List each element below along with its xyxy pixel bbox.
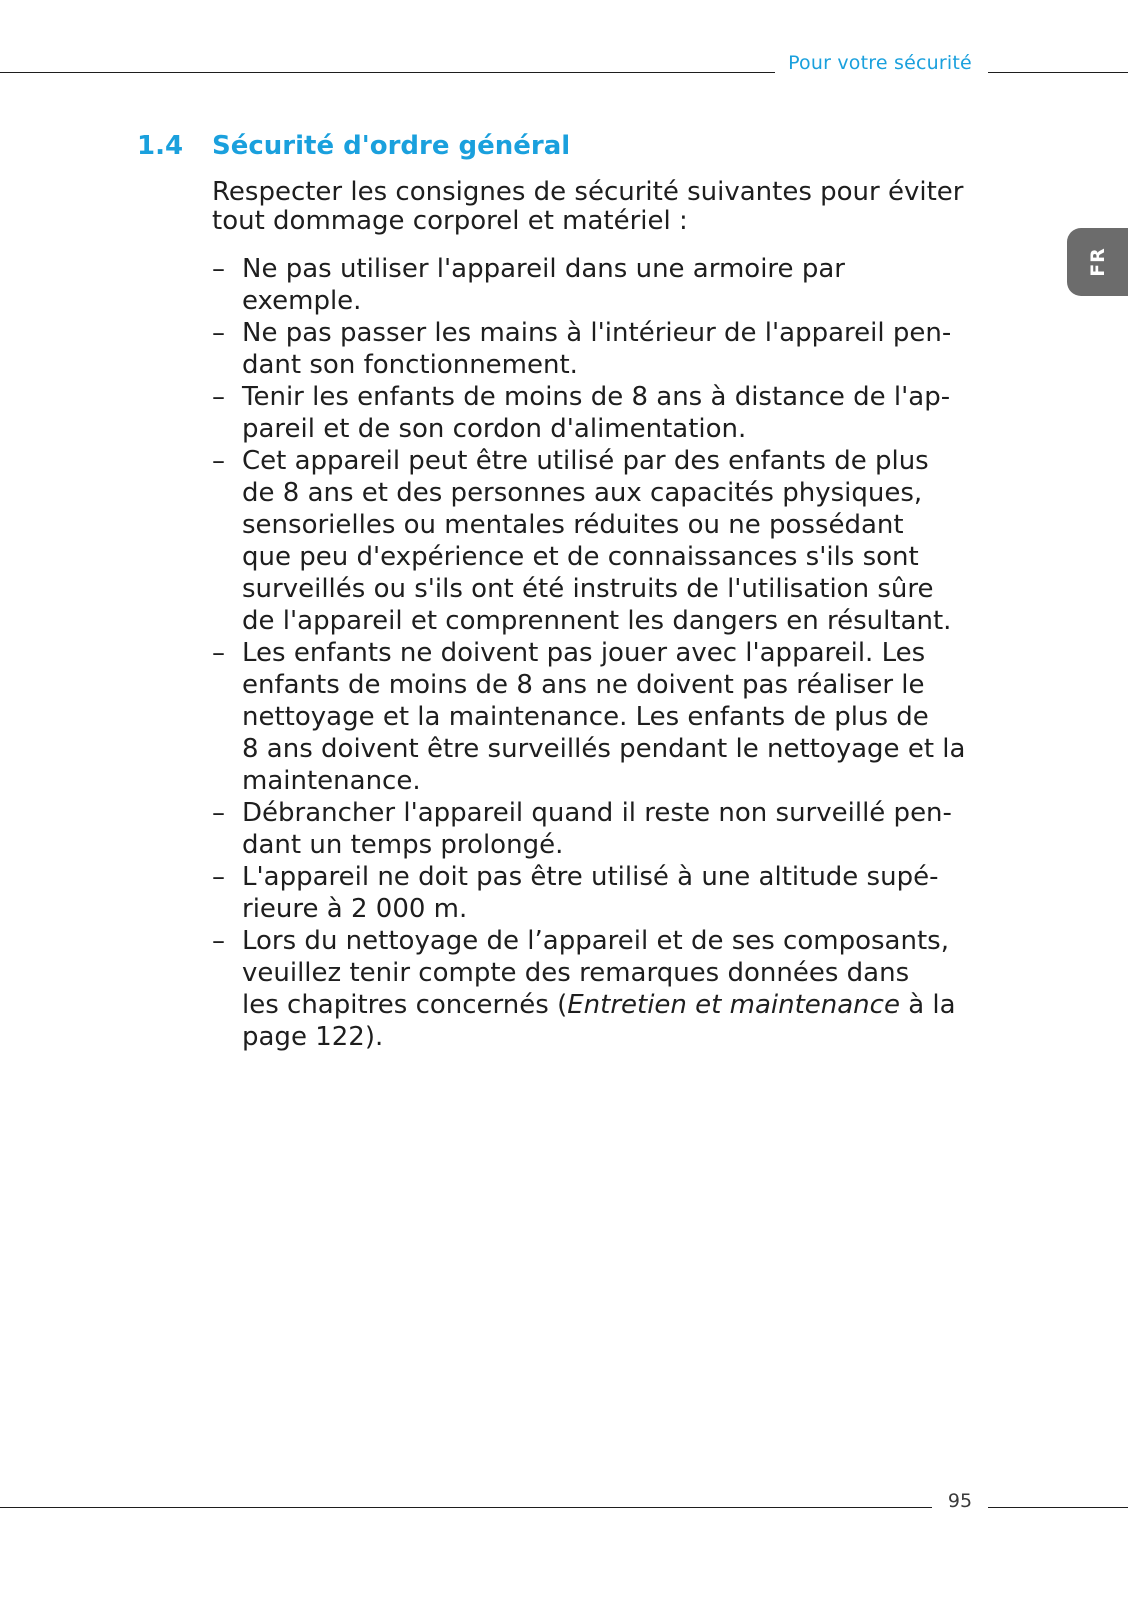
list-item-line: Ne pas passer les mains à l'intérieur de l'appareil pen-: [242, 318, 952, 348]
list-item: [212, 797, 992, 861]
list-item-text: les chapitres concernés (: [242, 990, 568, 1020]
list-item-line: Les enfants ne doivent pas jouer avec l'appareil. Les: [242, 638, 926, 668]
list-item-line: que peu d'expérience et de connaissances s'ils sont: [242, 542, 919, 572]
list-item-line: veuillez tenir compte des remarques données dans: [242, 958, 910, 988]
list-item-line: sensorielles ou mentales réduites ou ne possédant: [242, 510, 904, 540]
list-item: [212, 445, 992, 637]
page-number: 95: [947, 1490, 973, 1512]
dash-bullet: –: [212, 862, 225, 892]
header-rule-left: [0, 72, 775, 73]
dash-bullet: –: [212, 638, 225, 668]
footer-rule-right: [988, 1507, 1128, 1508]
section-intro: [212, 178, 992, 236]
safety-rules-list: [212, 253, 992, 1053]
dash-bullet: –: [212, 382, 225, 412]
running-header: Pour votre sécurité: [788, 52, 972, 74]
language-tab: [1067, 228, 1128, 296]
section-number: 1.4: [137, 131, 184, 161]
list-item-line: maintenance.: [242, 766, 421, 796]
language-tab-label: FR: [1086, 247, 1109, 277]
list-item-line: exemple.: [242, 286, 362, 316]
intro-line: Respecter les consignes de sécurité suivantes pour éviter: [212, 177, 964, 207]
list-item: [212, 381, 992, 445]
list-item: [212, 925, 992, 1053]
list-item-line: enfants de moins de 8 ans ne doivent pas réaliser le: [242, 670, 925, 700]
dash-bullet: –: [212, 254, 225, 284]
header-rule-right: [988, 72, 1128, 73]
dash-bullet: –: [212, 926, 225, 956]
list-item-line: dant son fonctionnement.: [242, 350, 578, 380]
list-item: [212, 861, 992, 925]
dash-bullet: –: [212, 798, 225, 828]
list-item-line: surveillés ou s'ils ont été instruits de l'utilisation sûre: [242, 574, 934, 604]
dash-bullet: –: [212, 318, 225, 348]
list-item-line: L'appareil ne doit pas être utilisé à une altitude supé-: [242, 862, 939, 892]
list-item-line: rieure à 2 000 m.: [242, 894, 468, 924]
list-item-line: [242, 989, 992, 1021]
intro-line: tout dommage corporel et matériel :: [212, 206, 688, 236]
list-item-line: pareil et de son cordon d'alimentation.: [242, 414, 747, 444]
dash-bullet: –: [212, 446, 225, 476]
footer-rule-left: [0, 1507, 932, 1508]
cross-reference-link[interactable]: Entretien et maintenance: [567, 990, 900, 1020]
list-item-line: Tenir les enfants de moins de 8 ans à distance de l'ap-: [242, 382, 951, 412]
list-item: [212, 637, 992, 797]
list-item-line: dant un temps prolongé.: [242, 830, 564, 860]
section-title: Sécurité d'ordre général: [212, 131, 571, 161]
list-item-line: Lors du nettoyage de l’appareil et de ses composants,: [242, 926, 949, 956]
list-item-text: à la: [899, 990, 956, 1020]
list-item-line: page 122).: [242, 1022, 384, 1052]
list-item: [212, 253, 992, 317]
list-item-line: de 8 ans et des personnes aux capacités physiques,: [242, 478, 923, 508]
list-item-line: Débrancher l'appareil quand il reste non surveillé pen-: [242, 798, 952, 828]
list-item-line: nettoyage et la maintenance. Les enfants de plus de: [242, 702, 929, 732]
list-item-line: de l'appareil et comprennent les dangers en résultant.: [242, 606, 952, 636]
list-item-line: Ne pas utiliser l'appareil dans une armoire par: [242, 254, 845, 284]
list-item-line: 8 ans doivent être surveillés pendant le nettoyage et la: [242, 734, 966, 764]
list-item-line: Cet appareil peut être utilisé par des enfants de plus: [242, 446, 929, 476]
list-item: [212, 317, 992, 381]
